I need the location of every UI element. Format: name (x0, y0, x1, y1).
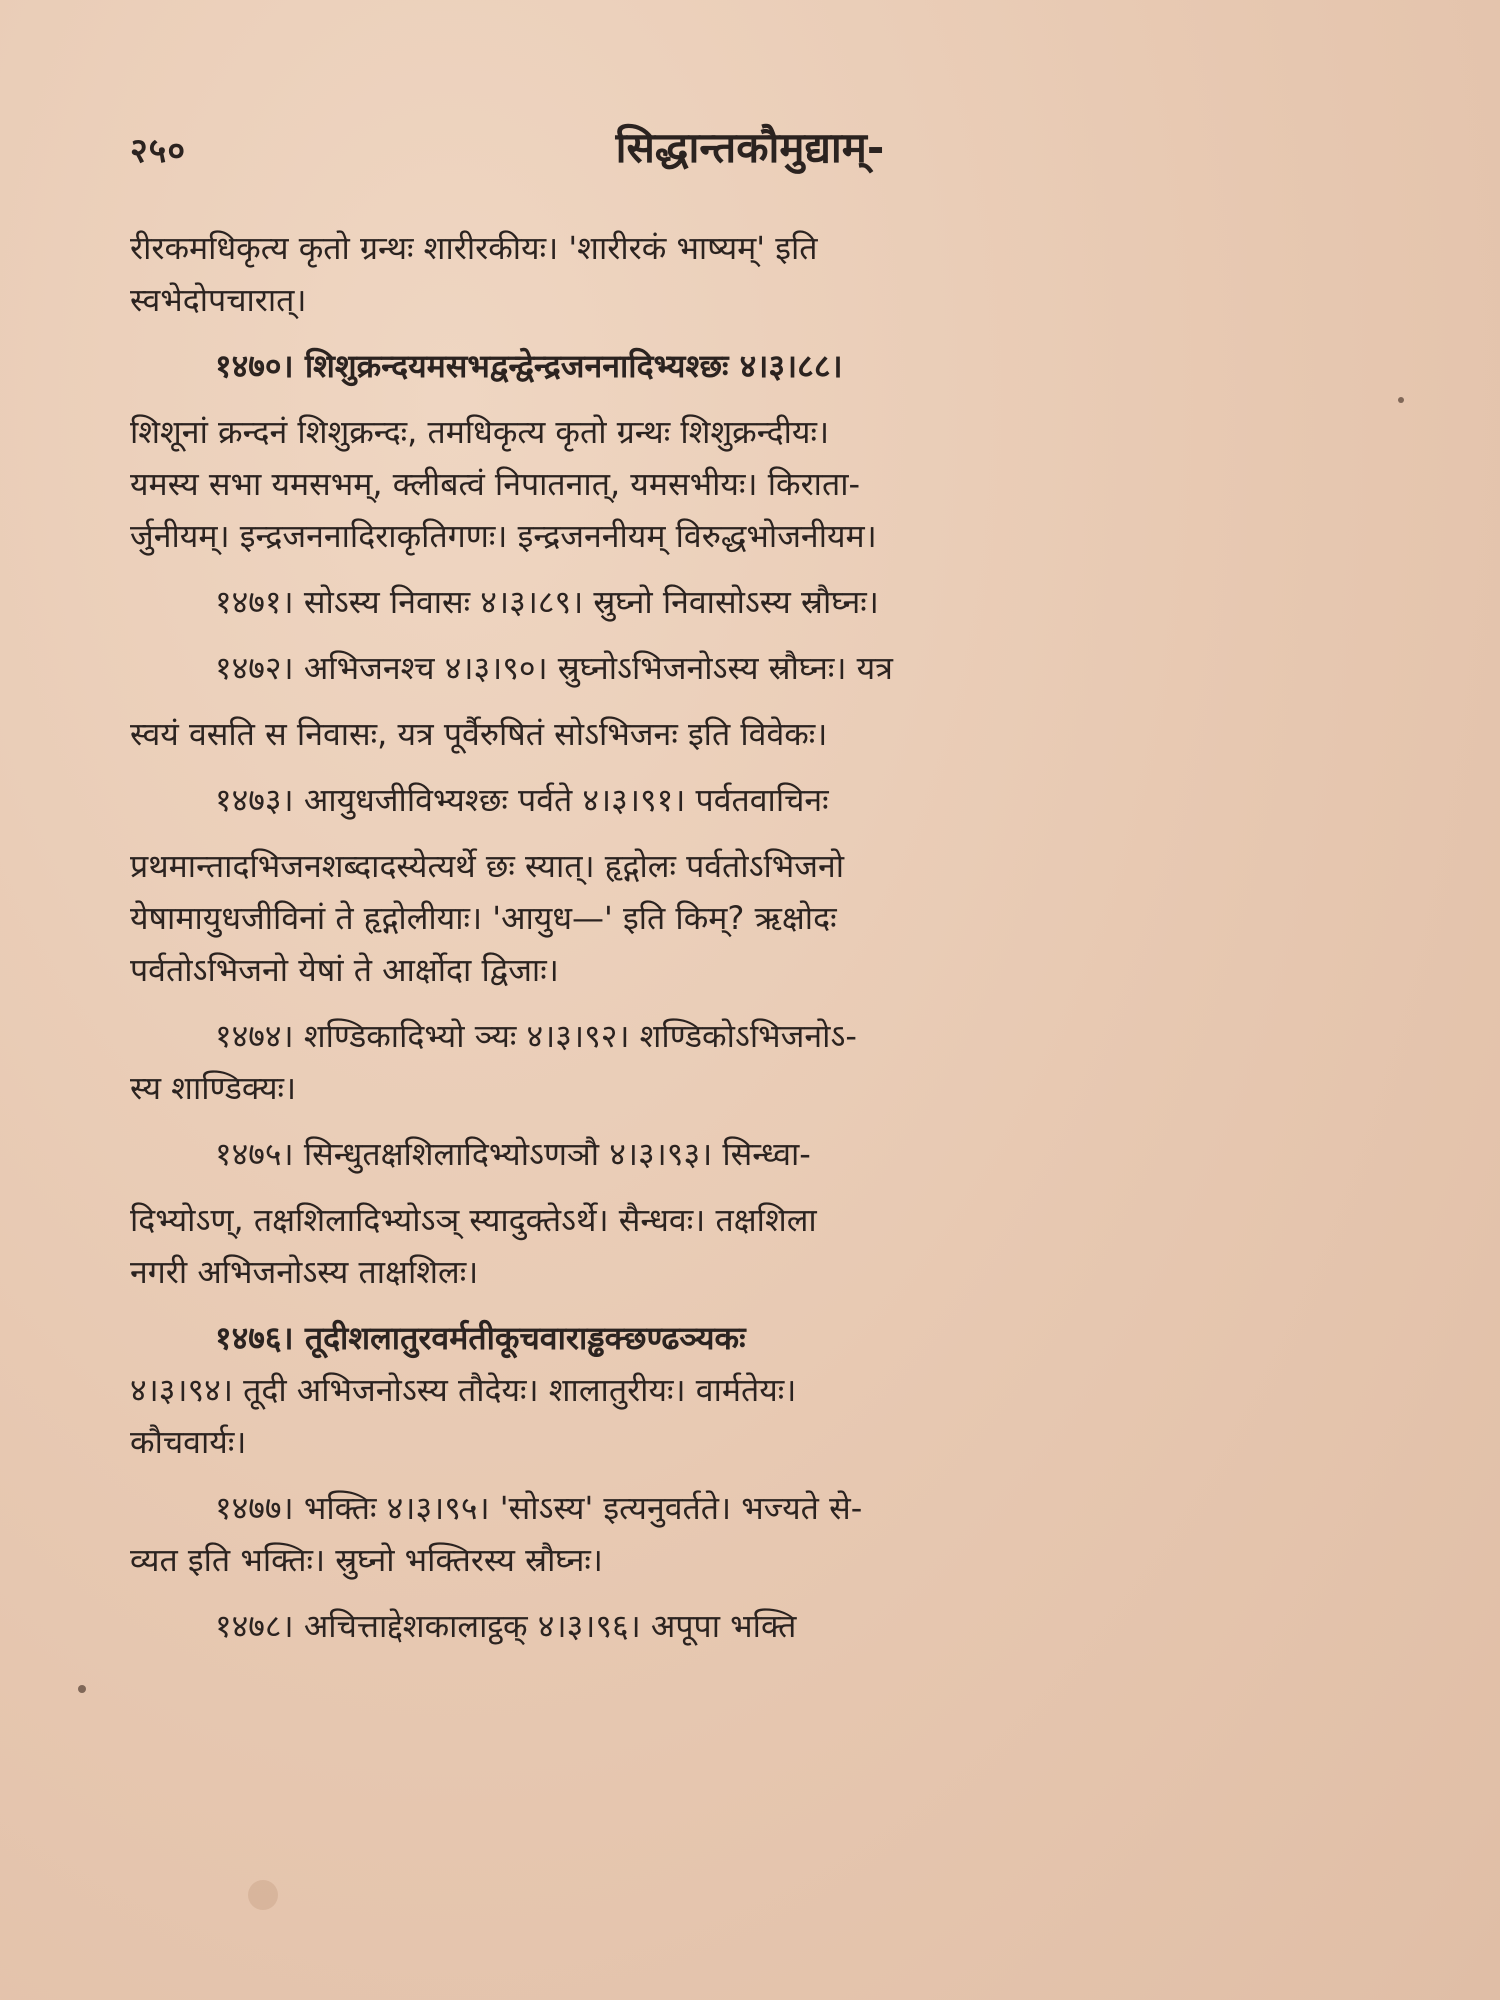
text-line: पर्वतोऽभिजनो येषां ते आर्क्षोदा द्विजाः। (130, 951, 559, 989)
text-line: र्जुनीयम्। इन्द्रजननादिराकृतिगणः। इन्द्रजननीयम् विरुद्धभोजनीयम। (130, 517, 877, 555)
body-text (130, 222, 1370, 1652)
text-line: स्वयं वसति स निवासः, यत्र पूर्वैरुषितं सोऽभिजनः इति विवेकः। (130, 715, 828, 753)
running-title: सिद्धान्तकौमुद्याम्- (615, 123, 885, 172)
ink-dot (78, 1685, 86, 1693)
text-line: दिभ्योऽण्, तक्षशिलादिभ्योऽञ् स्यादुक्तेऽर्थे। सैन्धवः। तक्षशिला (130, 1201, 817, 1239)
sutra-line: १४७८। अचित्ताद्देशकालाट्ठक् ४।३।९६। अपूपा भक्ति (215, 1607, 797, 1645)
sutra-line: १४७३। आयुधजीविभ्यश्छः पर्वते ४।३।९१। पर्वतवाचिनः (215, 781, 829, 819)
text-line: शिशूनां क्रन्दनं शिशुक्रन्दः, तमधिकृत्य कृतो ग्रन्थः शिशुक्रन्दीयः। (130, 413, 830, 451)
text-line: नगरी अभिजनोऽस्य ताक्षशिलः। (130, 1253, 479, 1291)
sutra-line: १४७०। शिशुक्रन्दयमसभद्वन्द्वेन्द्रजननादिभ्यश्छः ४।३।८८। (215, 347, 843, 385)
ink-dot (1398, 397, 1404, 403)
page-header (130, 118, 1370, 178)
paper-stain (248, 1880, 278, 1910)
text-line: ४।३।९४। तूदी अभिजनोऽस्य तौदेयः। शालातुरीयः। वार्मतेयः। (130, 1371, 797, 1409)
text-line: स्वभेदोपचारात्। (130, 281, 307, 319)
text-line: व्यत इति भक्तिः। स्रुघ्नो भक्तिरस्य स्रौघ्नः। (130, 1541, 603, 1579)
sutra-line: १४७७। भक्तिः ४।३।९५। 'सोऽस्य' इत्यनुवर्तते। भज्यते से- (215, 1489, 863, 1527)
page-number: २५० (130, 131, 187, 171)
text-line: कौचवार्यः। (130, 1423, 247, 1461)
text-line: रीरकमधिकृत्य कृतो ग्रन्थः शारीरकीयः। 'शारीरकं भाष्यम्' इति (130, 229, 818, 267)
text-line: प्रथमान्तादभिजनशब्दादस्येत्यर्थे छः स्यात्। हृद्गोलः पर्वतोऽभिजनो (130, 847, 845, 885)
text-line: येषामायुधजीविनां ते हृद्गोलीयाः। 'आयुध—' इति किम्? ऋक्षोदः (130, 899, 837, 937)
sutra-line: १४७५। सिन्धुतक्षशिलादिभ्योऽणञौ ४।३।९३। सिन्ध्वा- (215, 1135, 811, 1173)
sutra-line: १४७२। अभिजनश्च ४।३।९०। स्रुघ्नोऽभिजनोऽस्य स्रौघ्नः। यत्र (215, 649, 893, 687)
sutra-line: १४७६। तूदीशलातुरवर्मतीकूचवाराड्ढक्छण्ढञ्यकः (215, 1319, 746, 1357)
sutra-line: १४७१। सोऽस्य निवासः ४।३।८९। स्रुघ्नो निवासोऽस्य स्रौघ्नः। (215, 583, 879, 621)
text-line: यमस्य सभा यमसभम्, क्लीबत्वं निपातनात्, यमसभीयः। किराता- (130, 465, 861, 503)
text-line: स्य शाण्डिक्यः। (130, 1069, 297, 1107)
sutra-line: १४७४। शण्डिकादिभ्यो ञ्यः ४।३।९२। शण्डिकोऽभिजनोऽ- (215, 1017, 857, 1055)
